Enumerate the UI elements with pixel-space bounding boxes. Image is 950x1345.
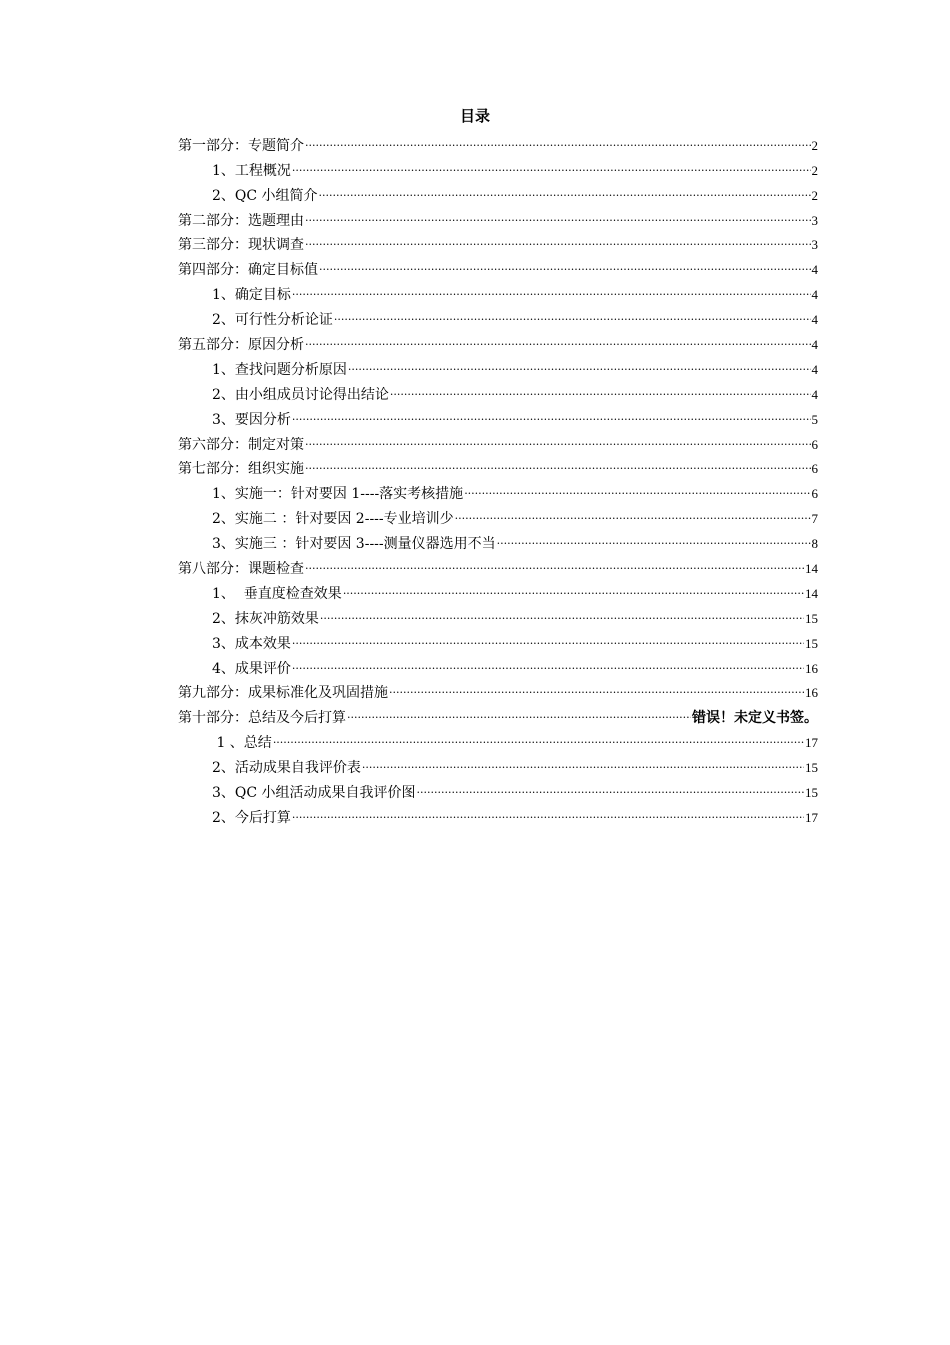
toc-entry-page-number: 17 [805, 735, 818, 751]
toc-entry-page-number: 3 [811, 237, 818, 253]
toc-entry-page-number: 17 [805, 809, 818, 825]
toc-entry-page-number: 4 [811, 262, 818, 278]
toc-entry[interactable] [178, 429, 818, 454]
toc-entry[interactable] [178, 454, 818, 479]
toc-entry-page-number: 15 [805, 785, 818, 801]
toc-entry-label: 第五部分：原因分析 [178, 337, 304, 354]
toc-entry[interactable] [178, 678, 818, 703]
toc-entry[interactable] [178, 155, 818, 180]
toc-entry[interactable] [178, 404, 818, 429]
dot-leader [319, 184, 811, 202]
toc-entry-label: 1、 垂直度检查效果 [212, 585, 342, 602]
dot-leader [320, 607, 804, 625]
toc-entry-label: 1、查找问题分析原因 [212, 361, 347, 378]
toc-entry[interactable] [178, 603, 818, 628]
toc-entry-page-number: 16 [805, 685, 818, 701]
toc-entry[interactable] [178, 329, 818, 354]
dot-leader [455, 507, 811, 525]
toc-entry-label: 1、实施一：针对要因 1----落实考核措施 [212, 486, 464, 503]
toc-entry-page-number: 4 [811, 337, 818, 353]
toc-entry-page-number: 6 [811, 436, 818, 452]
toc-entry[interactable] [178, 503, 818, 528]
toc-entry-label: 第八部分：课题检查 [178, 561, 304, 578]
toc-entry[interactable] [178, 180, 818, 205]
toc-entry-label: 第三部分：现状调查 [178, 237, 304, 254]
toc-entry[interactable] [178, 702, 818, 727]
dot-leader [292, 657, 804, 675]
dot-leader [319, 258, 811, 276]
toc-entry[interactable] [178, 653, 818, 678]
toc-entry-page-number: 5 [811, 411, 818, 427]
dot-leader [334, 308, 811, 326]
toc-entry[interactable] [178, 478, 818, 503]
dot-leader [292, 159, 811, 177]
toc-entry[interactable] [178, 578, 818, 603]
toc-entry[interactable] [178, 230, 818, 255]
toc-entry-page-number: 16 [805, 660, 818, 676]
toc-entry-page-number: 15 [805, 760, 818, 776]
toc-entry[interactable] [178, 528, 818, 553]
dot-leader [305, 134, 811, 152]
toc-entry-page-number: 2 [811, 187, 818, 203]
dot-leader [305, 457, 811, 475]
dot-leader [305, 233, 811, 251]
toc-entry-label: 3、要因分析 [212, 411, 291, 428]
dot-leader [305, 433, 811, 451]
dot-leader [362, 756, 804, 774]
toc-entry[interactable] [178, 777, 818, 802]
toc-entry-label: 1、确定目标 [212, 287, 291, 304]
toc-entry-label: 1、工程概况 [212, 162, 291, 179]
dot-leader [497, 532, 811, 550]
toc-error-message: 错误！未定义书签。 [692, 710, 818, 727]
toc-entry-label: 第七部分：组织实施 [178, 461, 304, 478]
toc-entry[interactable] [178, 628, 818, 653]
toc-entry-page-number: 4 [811, 361, 818, 377]
toc-entry-label: 第十部分：总结及今后打算 [178, 710, 346, 727]
toc-entry[interactable] [178, 130, 818, 155]
toc-entry-label: 2、抹灰冲筋效果 [212, 610, 319, 627]
toc-entry[interactable] [178, 727, 818, 752]
toc-entry[interactable] [178, 254, 818, 279]
toc-entry[interactable] [178, 379, 818, 404]
toc-entry[interactable] [178, 354, 818, 379]
dot-leader [347, 706, 691, 724]
toc-entry-label: 2、实施二 ：针对要因 2----专业培训少 [212, 511, 454, 528]
toc-entry-page-number: 8 [811, 536, 818, 552]
toc-entry-label: 2、活动成果自我评价表 [212, 760, 361, 777]
dot-leader [417, 781, 804, 799]
dot-leader [292, 806, 804, 824]
table-of-contents [178, 130, 818, 827]
toc-entry[interactable] [178, 304, 818, 329]
toc-entry-page-number: 4 [811, 312, 818, 328]
toc-entry-label: 第二部分：选题理由 [178, 212, 304, 229]
toc-entry-label: 第九部分：成果标准化及巩固措施 [178, 685, 388, 702]
dot-leader [389, 681, 804, 699]
dot-leader [305, 333, 811, 351]
toc-entry-label: 4、成果评价 [212, 660, 291, 677]
dot-leader [343, 582, 804, 600]
dot-leader [292, 632, 804, 650]
dot-leader [305, 557, 804, 575]
dot-leader [292, 408, 811, 426]
toc-entry-label: 3、QC 小组活动成果自我评价图 [212, 785, 416, 802]
toc-entry-label: 3、成本效果 [212, 635, 291, 652]
toc-entry-page-number: 4 [811, 287, 818, 303]
toc-entry-page-number: 4 [811, 386, 818, 402]
toc-entry-label: 2、今后打算 [212, 809, 291, 826]
toc-entry-page-number: 3 [811, 212, 818, 228]
toc-entry-label: 2、QC 小组简介 [212, 187, 318, 204]
toc-entry-page-number: 2 [811, 162, 818, 178]
toc-entry[interactable] [178, 279, 818, 304]
toc-entry-label: 2、由小组成员讨论得出结论 [212, 386, 389, 403]
toc-entry-label: 1 、总结 [212, 735, 272, 752]
toc-entry-page-number: 6 [811, 461, 818, 477]
toc-entry-page-number: 15 [805, 635, 818, 651]
toc-entry[interactable] [178, 802, 818, 827]
toc-entry[interactable] [178, 553, 818, 578]
dot-leader [273, 731, 804, 749]
dot-leader [305, 209, 811, 227]
toc-entry[interactable] [178, 205, 818, 230]
toc-entry-page-number: 15 [805, 610, 818, 626]
toc-entry-label: 第一部分：专题简介 [178, 137, 304, 154]
toc-entry-page-number: 6 [811, 486, 818, 502]
toc-entry-page-number: 7 [811, 511, 818, 527]
dot-leader [292, 283, 811, 301]
toc-entry-page-number: 14 [805, 561, 818, 577]
toc-entry-label: 3、实施三 ：针对要因 3----测量仪器选用不当 [212, 536, 496, 553]
toc-entry-page-number: 14 [805, 585, 818, 601]
dot-leader [390, 383, 811, 401]
toc-entry[interactable] [178, 752, 818, 777]
dot-leader [464, 482, 810, 500]
toc-entry-label: 第六部分：制定对策 [178, 436, 304, 453]
toc-entry-label: 2、可行性分析论证 [212, 312, 333, 329]
dot-leader [348, 358, 811, 376]
toc-title: 目录 [459, 107, 490, 125]
toc-entry-label: 第四部分：确定目标值 [178, 262, 318, 279]
toc-entry-page-number: 2 [811, 137, 818, 153]
